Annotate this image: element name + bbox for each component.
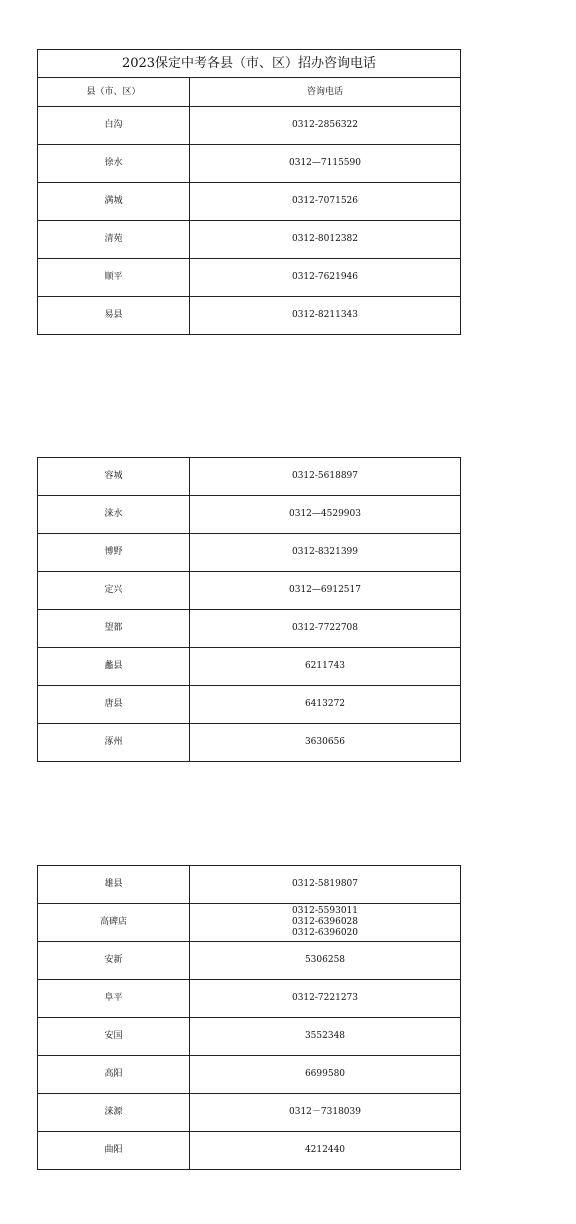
- phone-number: 0312-2856322: [291, 120, 359, 130]
- table-row: [38, 648, 461, 686]
- table-row: [38, 534, 461, 572]
- phone-cell: [190, 724, 461, 762]
- header-row: [38, 78, 461, 107]
- county-column-header: 县（市、区）: [38, 78, 190, 107]
- phone-number: 0312-8211343: [291, 310, 359, 320]
- table-row: [38, 572, 461, 610]
- phone-number: 6211743: [304, 661, 346, 671]
- phone-number: 0312-8321399: [291, 547, 359, 557]
- county-cell: 曲阳: [38, 1132, 190, 1170]
- phone-table-3: [37, 865, 461, 1170]
- county-cell: 安新: [38, 942, 190, 980]
- county-cell: 高阳: [38, 1056, 190, 1094]
- county-cell: 易县: [38, 297, 190, 335]
- county-cell: 蠡县: [38, 648, 190, 686]
- phone-number: 6413272: [304, 699, 346, 709]
- phone-cell: [190, 221, 461, 259]
- phone-cell: [190, 496, 461, 534]
- phone-cell: [190, 610, 461, 648]
- phone-number: 3552348: [304, 1031, 346, 1041]
- table-row: [38, 904, 461, 942]
- phone-number: 0312-5819807: [291, 879, 359, 889]
- table-row: [38, 1018, 461, 1056]
- phone-number: 0312-7221273: [291, 993, 359, 1003]
- county-cell: 涞源: [38, 1094, 190, 1132]
- county-cell: 容城: [38, 458, 190, 496]
- phone-cell: [190, 183, 461, 221]
- table-row: [38, 107, 461, 145]
- phone-number: 0312-8012382: [291, 234, 359, 244]
- table-row: [38, 297, 461, 335]
- phone-number: 0312-5618897: [291, 471, 359, 481]
- county-cell: 阜平: [38, 980, 190, 1018]
- county-cell: 涞水: [38, 496, 190, 534]
- table-row: [38, 724, 461, 762]
- table-row: [38, 183, 461, 221]
- phone-number: 0312—4529903: [289, 509, 361, 519]
- phone-table-2: [37, 457, 461, 762]
- county-cell: 唐县: [38, 686, 190, 724]
- table-title: 2023保定中考各县（市、区）招办咨询电话: [38, 50, 461, 78]
- phone-cell: [190, 648, 461, 686]
- table-row: [38, 496, 461, 534]
- phone-number: 0312-5593011: [291, 906, 359, 916]
- table-row: [38, 458, 461, 496]
- table-row: [38, 980, 461, 1018]
- phone-cell: [190, 1018, 461, 1056]
- phone-cell: [190, 904, 461, 942]
- table-row: [38, 259, 461, 297]
- phone-cell: [190, 1132, 461, 1170]
- title-row: [38, 50, 461, 78]
- phone-cell: [190, 297, 461, 335]
- county-cell: 白沟: [38, 107, 190, 145]
- phone-number: 6699580: [304, 1069, 346, 1079]
- phone-cell: [190, 458, 461, 496]
- table-row: [38, 1094, 461, 1132]
- phone-number: 0312-6396020: [291, 928, 359, 938]
- phone-cell: [190, 980, 461, 1018]
- phone-number: 0312-7621946: [291, 272, 359, 282]
- table-row: [38, 1056, 461, 1094]
- phone-number: 0312-6396028: [291, 917, 359, 927]
- phone-cell: [190, 1056, 461, 1094]
- phone-cell: [190, 686, 461, 724]
- phone-number: 0312-7722708: [291, 623, 359, 633]
- phone-column-header: 咨询电话: [190, 78, 461, 107]
- county-cell: 博野: [38, 534, 190, 572]
- county-cell: 顺平: [38, 259, 190, 297]
- table-row: [38, 686, 461, 724]
- county-cell: 满城: [38, 183, 190, 221]
- phone-table-1: [37, 49, 461, 335]
- phone-number: 0312—7115590: [289, 158, 361, 168]
- county-cell: 徐水: [38, 145, 190, 183]
- phone-cell: [190, 259, 461, 297]
- county-cell: 清苑: [38, 221, 190, 259]
- county-cell: 雄县: [38, 866, 190, 904]
- phone-cell: [190, 942, 461, 980]
- phone-number: 0312－7318039: [289, 1107, 361, 1117]
- county-cell: 涿州: [38, 724, 190, 762]
- table-row: [38, 942, 461, 980]
- county-cell: 望都: [38, 610, 190, 648]
- phone-number: 5306258: [304, 955, 346, 965]
- county-cell: 定兴: [38, 572, 190, 610]
- phone-number: 4212440: [304, 1145, 346, 1155]
- table-row: [38, 145, 461, 183]
- table-row: [38, 221, 461, 259]
- table-row: [38, 610, 461, 648]
- phone-cell: [190, 866, 461, 904]
- phone-cell: [190, 1094, 461, 1132]
- county-cell: 高碑店: [38, 904, 190, 942]
- table-row: [38, 866, 461, 904]
- table-row: [38, 1132, 461, 1170]
- county-cell: 安国: [38, 1018, 190, 1056]
- phone-cell: [190, 145, 461, 183]
- phone-cell: [190, 534, 461, 572]
- phone-cell: [190, 572, 461, 610]
- phone-number: 0312—6912517: [289, 585, 361, 595]
- phone-number: 3630656: [304, 737, 346, 747]
- phone-cell: [190, 107, 461, 145]
- phone-number: 0312-7071526: [291, 196, 359, 206]
